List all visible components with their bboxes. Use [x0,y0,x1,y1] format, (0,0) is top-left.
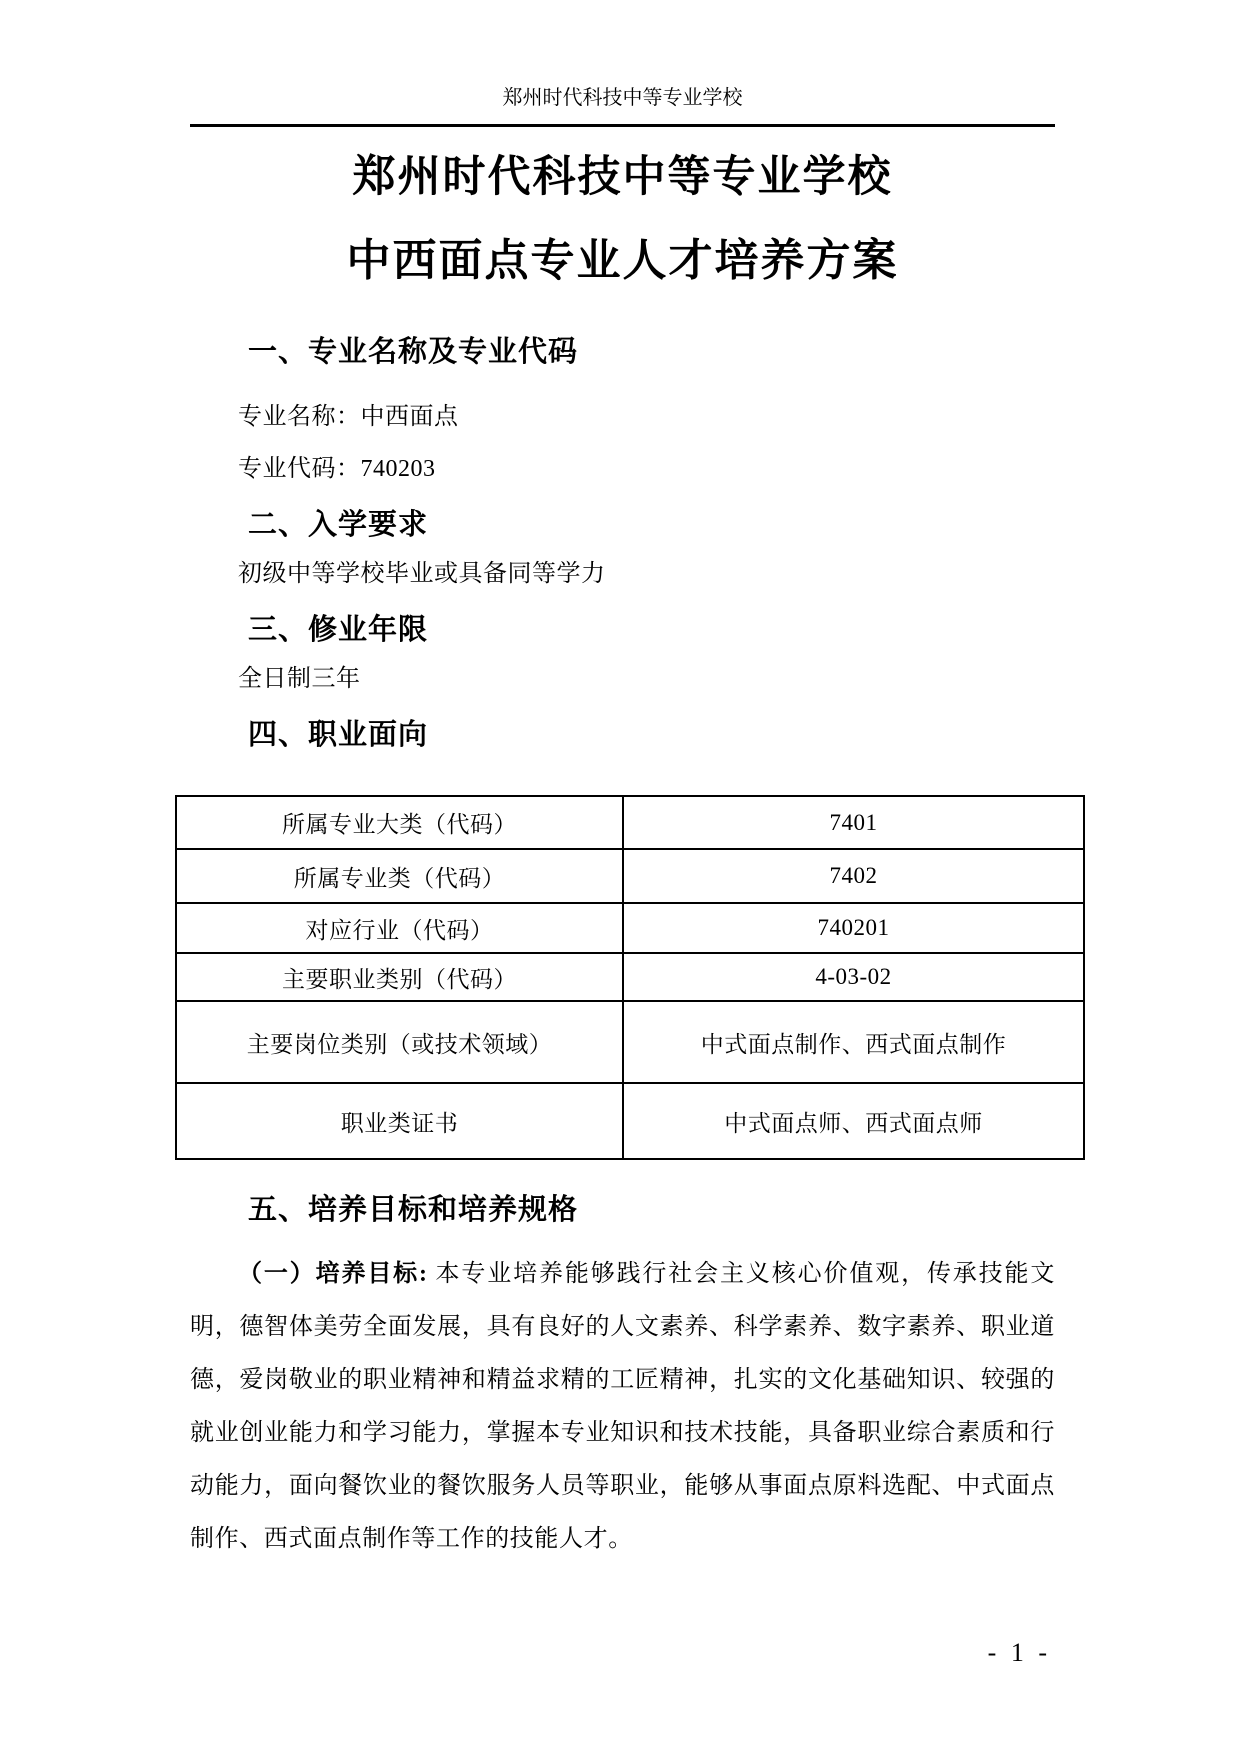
table-row [176,903,1084,953]
major-code-line: 专业代码：740203 [238,456,436,482]
school-title: 郑州时代科技中等专业学校 [352,154,893,201]
table-cell-value: 7402 [623,849,1084,903]
table-cell-label: 所属专业类（代码） [176,849,623,903]
table-row [176,953,1084,1001]
career-orientation-table [175,795,1085,1160]
training-goal-lead: （一）培养目标: [238,1261,428,1287]
study-duration-line: 全日制三年 [238,666,361,692]
training-goal-body: 本专业培养能够践行社会主义核心价值观，传承技能文明，德智体美劳全面发展，具有良好的人文素养、科学素养、数字素养、职业道德，爱岗敬业的职业精神和精益求精的工匠精神，扎实的文化基础知识、较强的就业创业能力和学习能力，掌握本专业知识和技术技能，具备职业综合素质和行动能力，面向餐饮业的餐饮服务人员等职业，能够从事面点原料选配、中式面点制作、西式面点制作等工作的技能人才。 [190,1261,1056,1552]
section-heading-5: 五、培养目标和培养规格 [248,1194,579,1226]
table-row [176,849,1084,903]
table-cell-label: 主要岗位类别（或技术领域） [176,1001,623,1083]
table-cell-label: 职业类证书 [176,1083,623,1159]
section-heading-4: 四、职业面向 [248,719,429,751]
table-cell-label: 主要职业类别（代码） [176,953,623,1001]
table-cell-value: 中式面点制作、西式面点制作 [623,1001,1084,1083]
section-heading-3: 三、修业年限 [248,614,429,646]
table-cell-value: 7401 [623,796,1084,849]
running-header: 郑州时代科技中等专业学校 [502,87,743,109]
table-row [176,1083,1084,1159]
table-cell-label: 所属专业大类（代码） [176,796,623,849]
admission-requirement-line: 初级中等学校毕业或具备同等学力 [238,561,606,587]
table-cell-value: 中式面点师、西式面点师 [623,1083,1084,1159]
table-row [176,796,1084,849]
table-cell-value: 4-03-02 [623,953,1084,1001]
table-cell-label: 对应行业（代码） [176,903,623,953]
header-divider-line [190,124,1055,127]
page-number: - 1 - [987,1638,1051,1667]
major-name-line: 专业名称：中西面点 [238,404,459,430]
table-cell-value: 740201 [623,903,1084,953]
training-goal-paragraph [190,1248,1055,1566]
program-title: 中西面点专业人才培养方案 [346,236,899,285]
section-heading-2: 二、入学要求 [248,509,429,541]
section-heading-1: 一、专业名称及专业代码 [248,336,579,368]
table-row [176,1001,1084,1083]
